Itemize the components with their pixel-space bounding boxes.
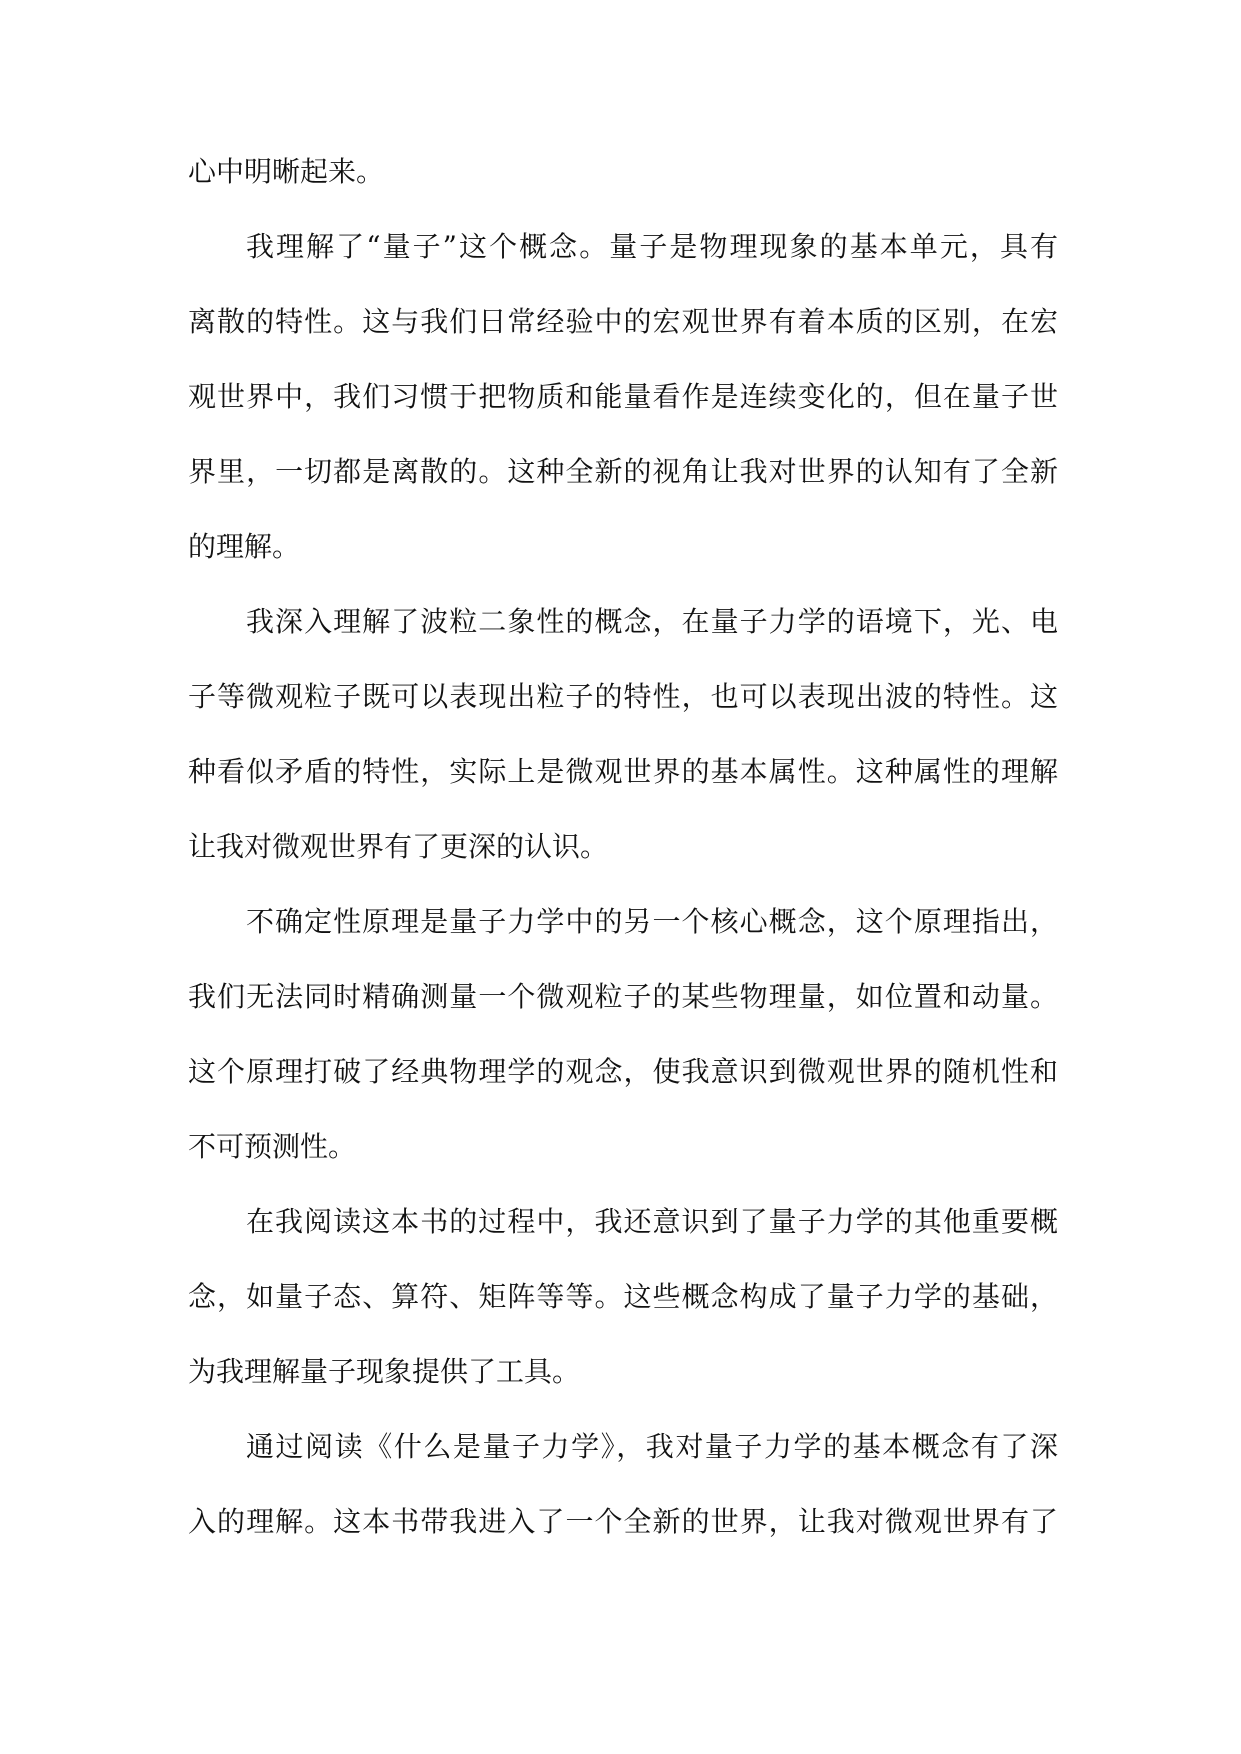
paragraph-line: 不可预测性。 [188, 1130, 357, 1163]
paragraph-line: 通过阅读《什么是量子力学》，我对量子力学的基本概念有了深 [246, 1430, 1058, 1463]
paragraph-line: 不确定性原理是量子力学中的另一个核心概念，这个原理指出， [246, 905, 1058, 938]
paragraph-line: 子等微观粒子既可以表现出粒子的特性，也可以表现出波的特性。这 [188, 680, 1058, 713]
paragraph-line: 种看似矛盾的特性，实际上是微观世界的基本属性。这种属性的理解 [188, 755, 1058, 788]
body-text [188, 148, 1058, 1573]
paragraph-line: 我深入理解了波粒二象性的概念，在量子力学的语境下，光、电 [246, 605, 1058, 638]
paragraph-line: 观世界中，我们习惯于把物质和能量看作是连续变化的，但在量子世 [188, 380, 1058, 413]
paragraph-line: 离散的特性。这与我们日常经验中的宏观世界有着本质的区别，在宏 [188, 305, 1058, 338]
paragraph-line: 入的理解。这本书带我进入了一个全新的世界，让我对微观世界有了 [188, 1505, 1058, 1538]
paragraph-line: 的理解。 [188, 530, 301, 563]
paragraph-line: 界里，一切都是离散的。这种全新的视角让我对世界的认知有了全新 [188, 455, 1058, 488]
paragraph-line: 这个原理打破了经典物理学的观念，使我意识到微观世界的随机性和 [188, 1055, 1058, 1088]
paragraph-line: 心中明晰起来。 [188, 155, 385, 188]
paragraph-line: 在我阅读这本书的过程中，我还意识到了量子力学的其他重要概 [246, 1205, 1058, 1238]
paragraph-line: 念，如量子态、算符、矩阵等等。这些概念构成了量子力学的基础， [188, 1280, 1058, 1313]
paragraph-line: 我理解了“量子”这个概念。量子是物理现象的基本单元，具有 [246, 230, 1058, 263]
paragraph-line: 我们无法同时精确测量一个微观粒子的某些物理量，如位置和动量。 [188, 980, 1058, 1013]
paragraph-line: 为我理解量子现象提供了工具。 [188, 1355, 581, 1388]
paragraph-line: 让我对微观世界有了更深的认识。 [188, 830, 609, 863]
